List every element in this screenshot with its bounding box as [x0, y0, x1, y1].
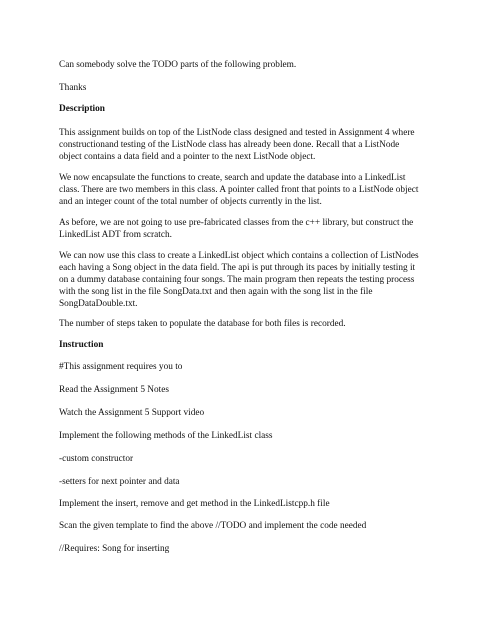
paragraph-line: object contains a data field and a pointer to the next ListNode object.: [59, 152, 316, 162]
instruction-line: #This assignment requires you to: [59, 362, 183, 372]
paragraph-line: The number of steps taken to populate the database for both files is recorded.: [59, 319, 346, 329]
paragraph-line: each having a Song object in the data field. The api is put through its paces by initially testing it: [59, 263, 416, 273]
paragraph-line: SongDataDouble.txt.: [59, 299, 138, 309]
instruction-line: -setters for next pointer and data: [59, 477, 180, 487]
paragraph-line: class. There are two members in this class. A pointer called front that points to a ListNode object: [59, 185, 419, 195]
intro-text: Can somebody solve the TODO parts of the following problem.: [59, 60, 297, 70]
paragraph-line: on a dummy database containing four songs. The main program then repeats the testing process: [59, 275, 415, 285]
instruction-line: Scan the given template to find the above //TODO and implement the code needed: [59, 521, 367, 531]
instruction-line: Implement the insert, remove and get method in the LinkedListcpp.h file: [59, 499, 330, 509]
paragraph-line: and an integer count of the total number of objects currently in the list.: [59, 197, 322, 207]
instruction-line: Read the Assignment 5 Notes: [59, 385, 170, 395]
instruction-line: //Requires: Song for inserting: [59, 544, 170, 554]
instruction-line: Implement the following methods of the LinkedList class: [59, 431, 273, 441]
paragraph-line: constructionand testing of the ListNode class has already been done. Recall that a ListNode: [59, 140, 400, 150]
description-heading: Description: [59, 104, 105, 114]
paragraph-line: with the song list in the file SongData.txt and then again with the song list in the file: [59, 287, 373, 297]
instruction-heading: Instruction: [59, 340, 104, 350]
paragraph-line: LinkedList ADT from scratch.: [59, 230, 172, 240]
instruction-line: Watch the Assignment 5 Support video: [59, 408, 205, 418]
instruction-line: -custom constructor: [59, 454, 134, 464]
thanks-text: Thanks: [59, 83, 87, 93]
paragraph-line: We can now use this class to create a LinkedList object which contains a collection of ListNodes: [59, 251, 419, 261]
paragraph-line: We now encapsulate the functions to create, search and update the database into a LinkedList: [59, 173, 406, 183]
paragraph-line: As before, we are not going to use pre-fabricated classes from the c++ library, but construct the: [59, 218, 414, 228]
paragraph-line: This assignment builds on top of the ListNode class designed and tested in Assignment 4 where: [59, 128, 415, 138]
